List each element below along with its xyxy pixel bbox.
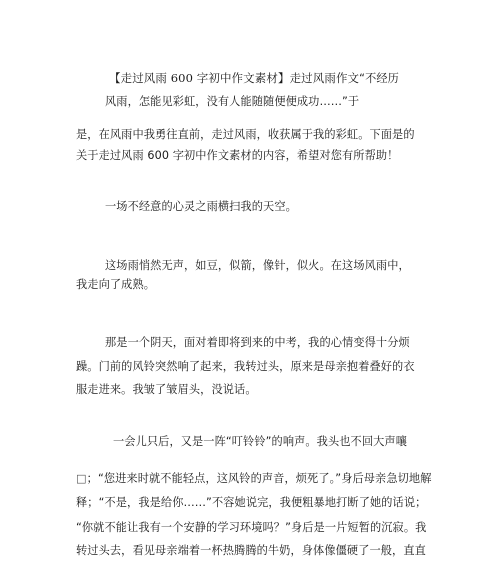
text-line: 风雨，怎能见彩虹，没有人能随随便便成功……”于 — [105, 95, 360, 108]
text-line: 我走向了成熟。 — [76, 278, 156, 291]
title-rest: 走过风雨作文 — [289, 71, 360, 85]
title-quote-start: “不经历 — [359, 72, 399, 85]
text-line: “你就不能让我有一个安静的学习环境吗？”身后是一片短暂的沉寂。我 — [76, 521, 427, 534]
text-line: 那是一个阴天，面对着即将到来的中考，我的心情变得十分烦 — [105, 336, 410, 349]
text-line: 一场不经意的心灵之雨横扫我的天空。 — [105, 200, 297, 213]
text-line: 是，在风雨中我勇往直前，走过风雨，收获属于我的彩虹。下面是的 — [76, 128, 415, 141]
missing-glyph-icon: □ — [76, 472, 87, 485]
title-bracketed: 【走过风雨 600 字初中作文素材】 — [109, 71, 290, 85]
text-line: 躁。门前的风铃突然响了起来，我转过头，原来是母亲抱着叠好的衣 — [76, 360, 415, 373]
text-line: 释；“不是，我是给你……”不容她说完，我便粗暴地打断了她的话说； — [76, 496, 427, 509]
text-line: 服走进来。我皱了皱眉头，没说话。 — [76, 383, 257, 396]
text-line: 转过头去，看见母亲端着一杯热腾腾的牛奶，身体像僵硬了一般，直直 — [76, 544, 426, 557]
text-line-content: ；“您进来时就不能轻点，这风铃的声音，烦死了。”身后母亲急切地解 — [86, 472, 432, 485]
text-line: 关于走过风雨 600 字初中作文素材的内容，希望对您有所帮助！ — [76, 149, 399, 162]
document-title — [109, 70, 399, 87]
text-line: 一会儿只后，又是一阵“叮铃铃”的响声。我头也不回大声嚷 — [113, 435, 407, 448]
text-line: 这场雨悄然无声，如豆，似箭，像针，似火。在这场风雨中， — [105, 259, 410, 272]
text-line — [76, 471, 432, 487]
